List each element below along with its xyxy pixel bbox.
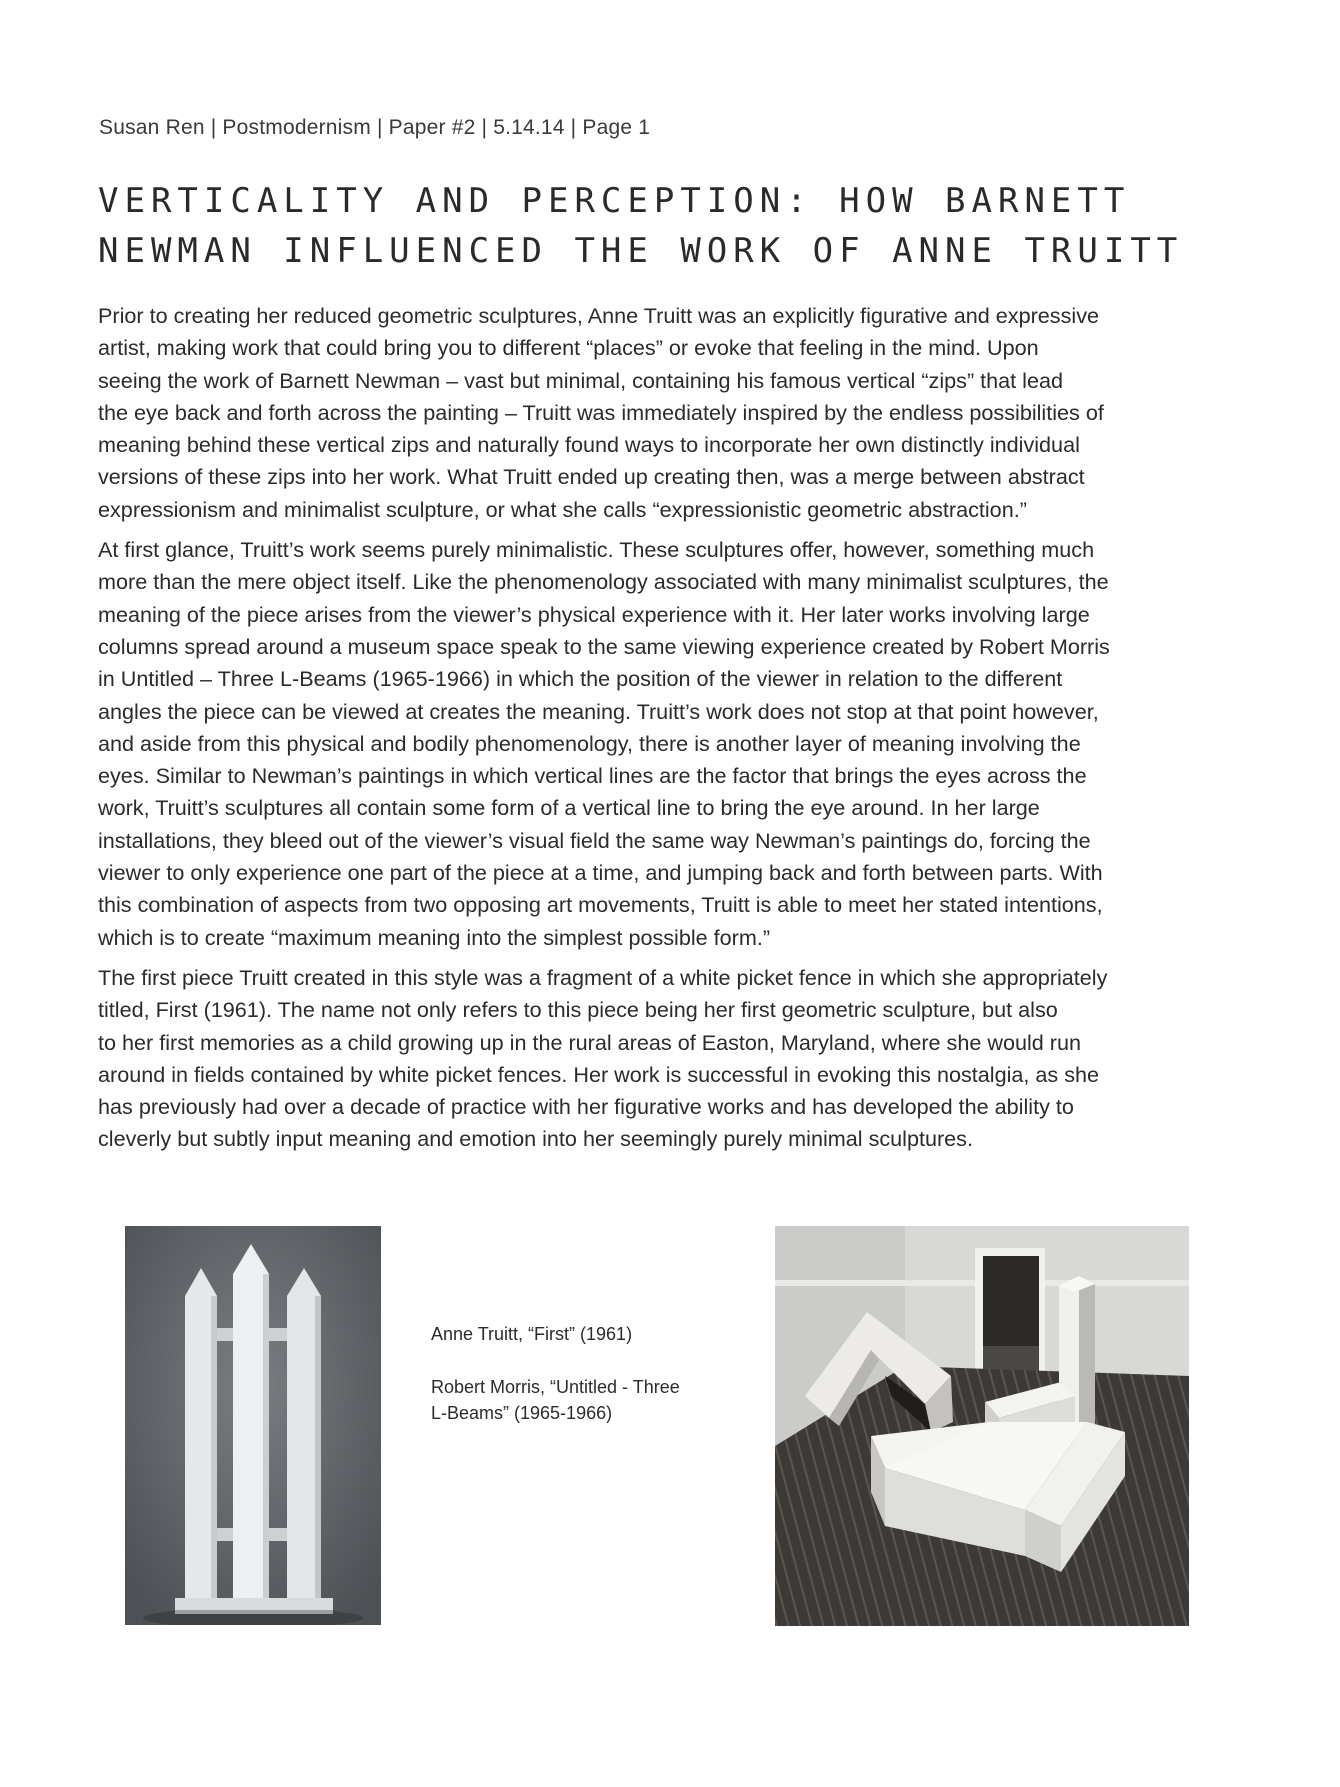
text-line: around in fields contained by white picket fences. Her work is successful in evoking this nostalgia, as she: [98, 1061, 1100, 1087]
figure-truitt-first: [125, 1226, 381, 1625]
text-line: in Untitled – Three L-Beams (1965-1966) in which the position of the viewer in relation to the different: [98, 666, 1063, 692]
paper-title: [98, 176, 1258, 276]
text-line: to her first memories as a child growing up in the rural areas of Easton, Maryland, where she would run: [98, 1029, 1081, 1055]
text-line: installations, they bleed out of the viewer’s visual field the same way Newman’s paintings do, forcing the: [98, 827, 1091, 853]
text-line: which is to create “maximum meaning into the simplest possible form.”: [98, 924, 771, 950]
caption-line: Robert Morris, “Untitled - Three: [431, 1377, 680, 1397]
paragraph-3: [98, 962, 1268, 1156]
text-line: and aside from this physical and bodily phenomenology, there is another layer of meaning involving the: [98, 730, 1081, 756]
figure-captions: [431, 1321, 731, 1453]
caption-l-beams: [431, 1374, 731, 1426]
paragraph-1: [98, 300, 1268, 526]
text-line: meaning of the piece arises from the viewer’s physical experience with it. Her later works involving large: [98, 601, 1090, 627]
text-line: titled, First (1961). The name not only refers to this piece being her first geometric sculpture, but also: [98, 997, 1058, 1023]
running-header: Susan Ren | Postmodernism | Paper #2 | 5.14.14 | Page 1: [99, 116, 651, 139]
title-line: NEWMAN INFLUENCED THE WORK OF ANNE TRUITT: [98, 231, 1184, 271]
text-line: artist, making work that could bring you to different “places” or evoke that feeling in the mind. Upon: [98, 335, 1039, 361]
text-line: At first glance, Truitt’s work seems purely minimalistic. These sculptures offer, however, something much: [98, 537, 1095, 563]
figure-morris-l-beams: [775, 1226, 1189, 1626]
text-line: this combination of aspects from two opposing art movements, Truitt is able to meet her stated intentions,: [98, 892, 1103, 918]
text-line: columns spread around a museum space speak to the same viewing experience created by Robert Morris: [98, 633, 1110, 659]
text-line: the eye back and forth across the painting – Truitt was immediately inspired by the endless possibilities of: [98, 399, 1104, 425]
body-text: [98, 300, 1268, 1164]
text-line: Prior to creating her reduced geometric sculptures, Anne Truitt was an explicitly figurative and expressive: [98, 303, 1099, 328]
text-line: meaning behind these vertical zips and naturally found ways to incorporate her own distinctly individual: [98, 432, 1080, 458]
text-line: versions of these zips into her work. What Truitt ended up creating then, was a merge between abstract: [98, 464, 1085, 490]
caption-line: L-Beams” (1965-1966): [431, 1403, 613, 1423]
text-line: cleverly but subtly input meaning and emotion into her seemingly purely minimal sculptures.: [98, 1126, 973, 1152]
text-line: work, Truitt’s sculptures all contain some form of a vertical line to bring the eye around. In her large: [98, 795, 1040, 821]
title-line: VERTICALITY AND PERCEPTION: HOW BARNETT: [98, 181, 1131, 221]
l-beams-gallery-image: [775, 1226, 1189, 1626]
text-line: viewer to only experience one part of the piece at a time, and jumping back and forth between parts. With: [98, 860, 1103, 886]
text-line: seeing the work of Barnett Newman – vast but minimal, containing his famous vertical “zips” that lead: [98, 367, 1063, 393]
text-line: expressionism and minimalist sculpture, or what she calls “expressionistic geometric abstraction.”: [98, 496, 1027, 522]
text-line: The first piece Truitt created in this style was a fragment of a white picket fence in which she appropriately: [98, 964, 1108, 990]
text-line: eyes. Similar to Newman’s paintings in which vertical lines are the factor that brings the eyes across the: [98, 763, 1087, 789]
text-line: angles the piece can be viewed at creates the meaning. Truitt’s work does not stop at that point however,: [98, 698, 1099, 724]
caption-first: [431, 1321, 731, 1347]
caption-line: Anne Truitt, “First” (1961): [431, 1324, 633, 1344]
text-line: has previously had over a decade of practice with her figurative works and has developed the ability to: [98, 1094, 1074, 1120]
picket-fence-sculpture-image: [125, 1226, 381, 1625]
text-line: more than the mere object itself. Like the phenomenology associated with many minimalist sculptures, the: [98, 569, 1109, 595]
paragraph-2: [98, 534, 1268, 954]
